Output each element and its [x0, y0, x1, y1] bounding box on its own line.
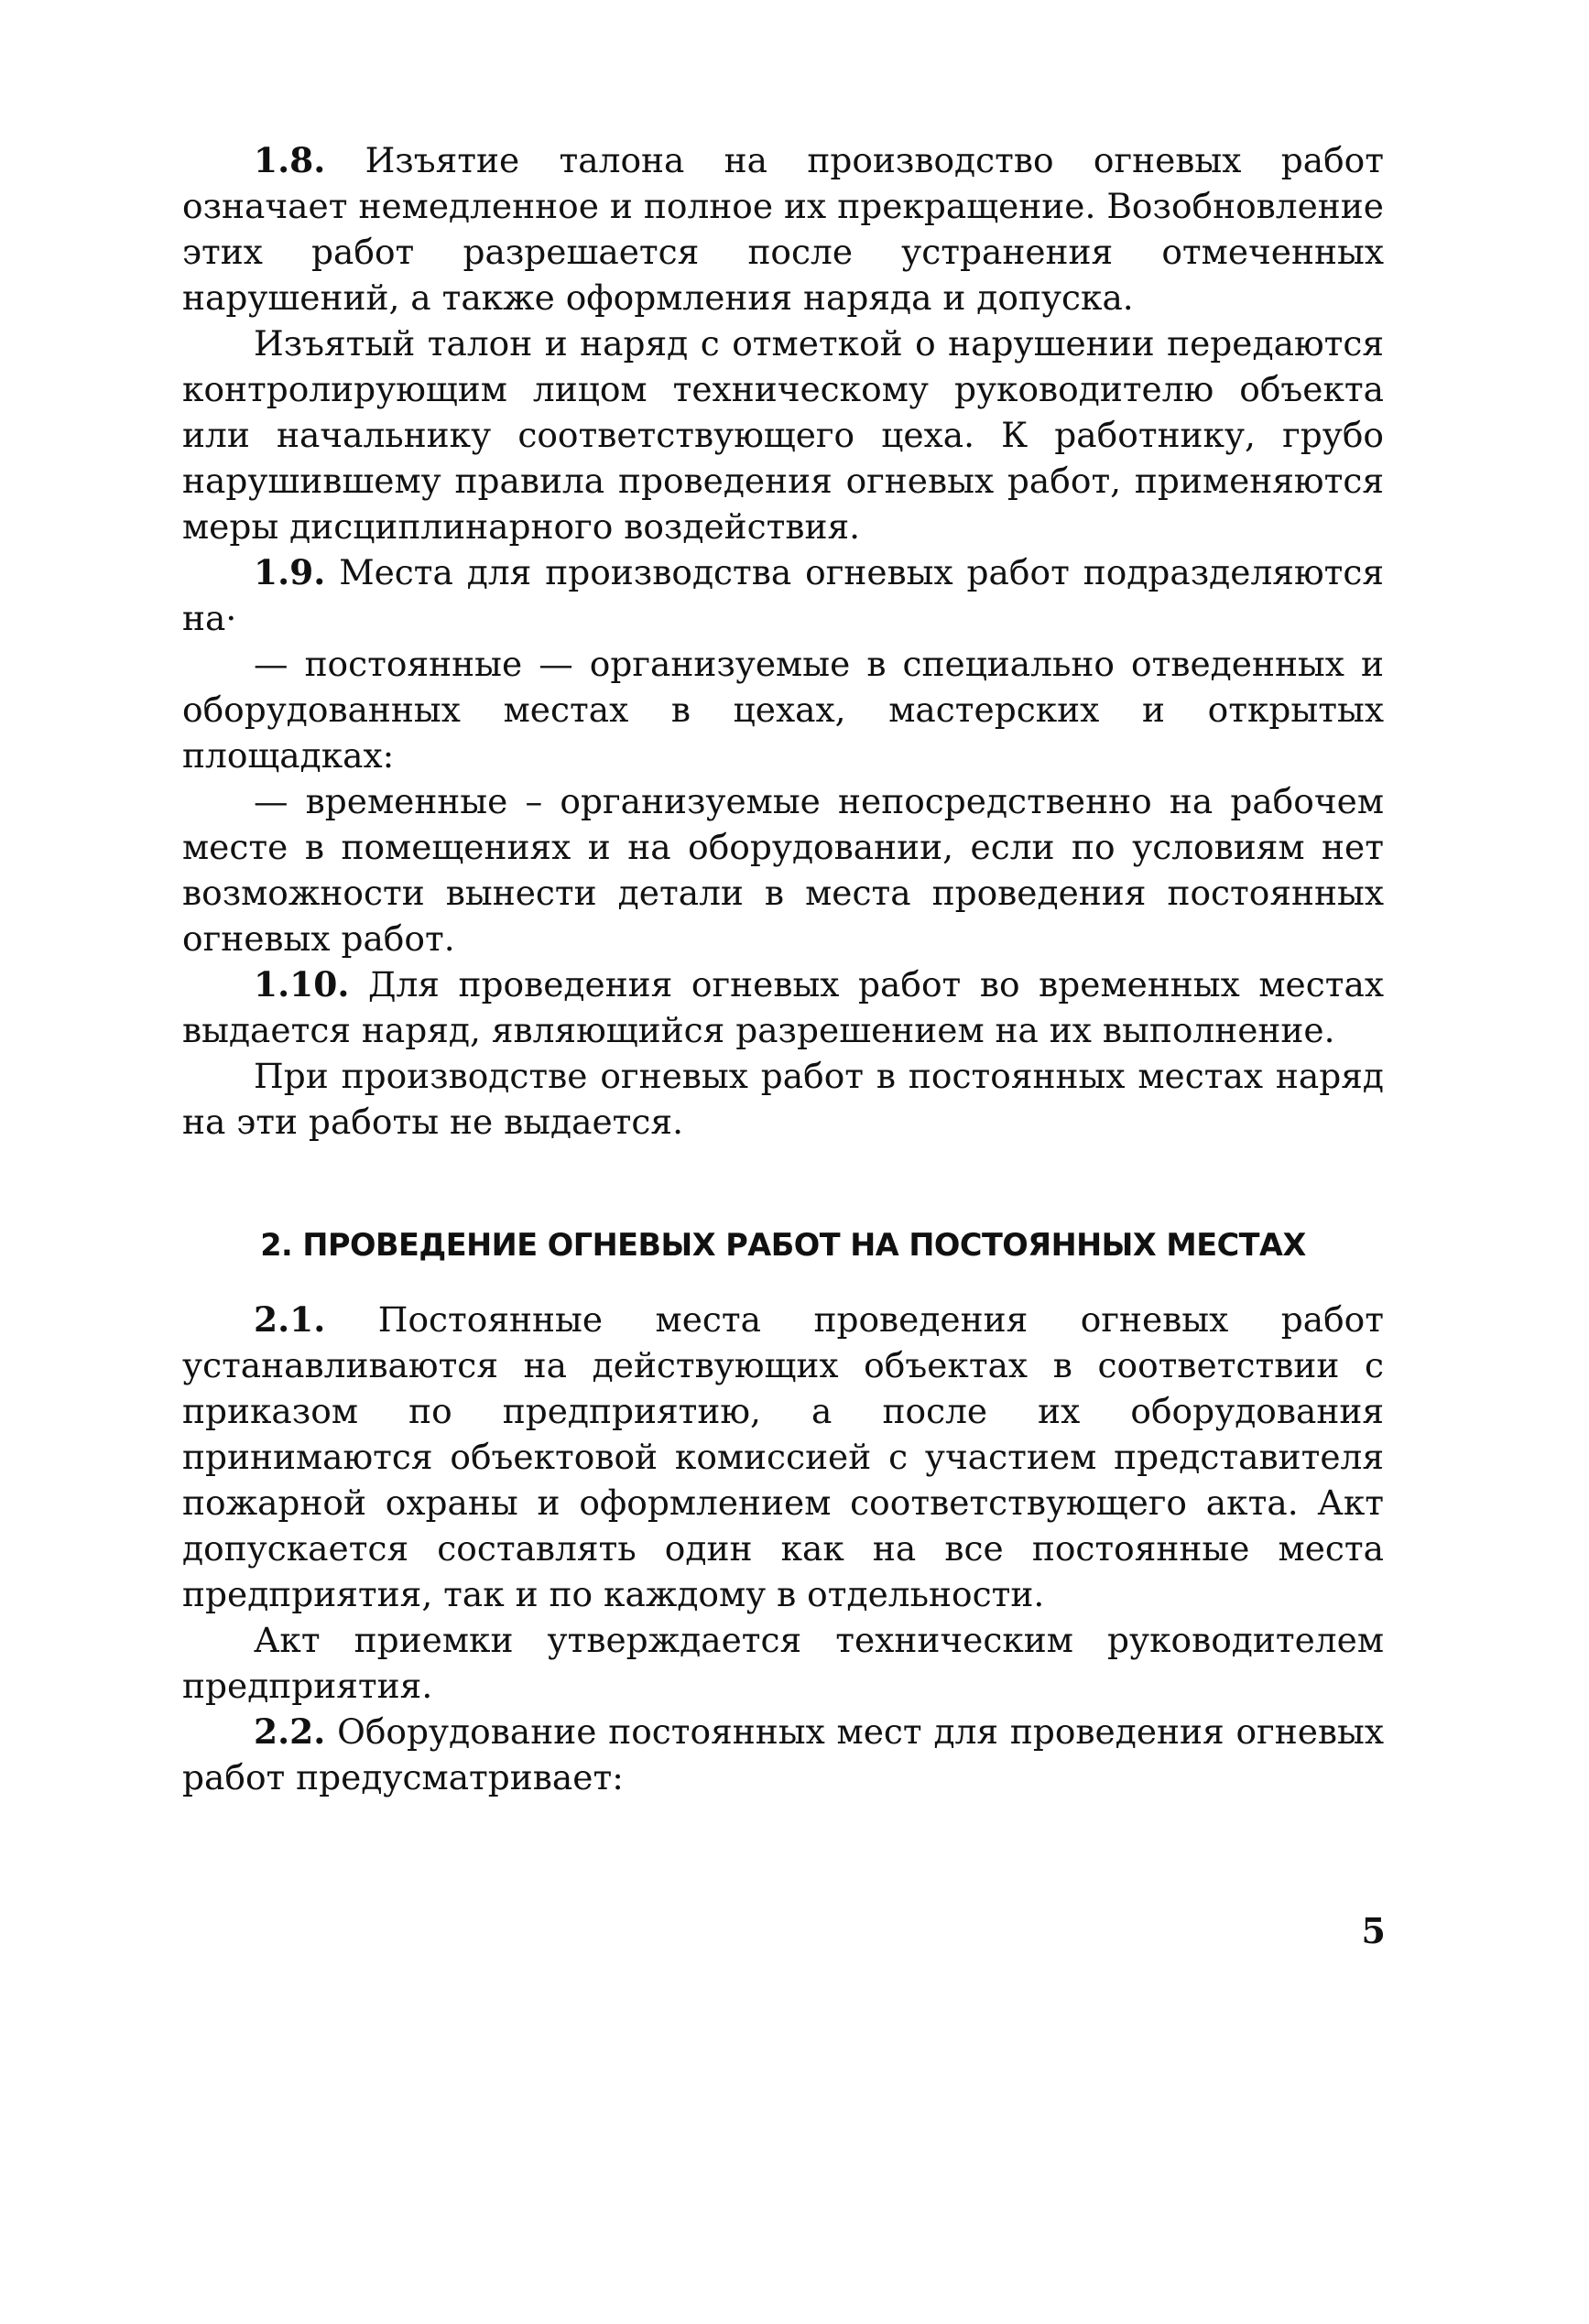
clause-number: 1.10. — [254, 964, 350, 1005]
clause-text: Для проведения огневых работ во временных местах выдается наряд, являющийся разрешением на их выполнение. — [182, 964, 1384, 1050]
clause-number: 2.1. — [254, 1299, 326, 1340]
clause-number: 1.8. — [254, 140, 326, 180]
paragraph-2-2 — [182, 1709, 1384, 1800]
page-body — [182, 137, 1384, 1800]
list-item-permanent: — постоянные — организуемые в специально отведенных и оборудованных местах в цехах, мастерских и открытых площадках: — [182, 644, 1384, 776]
section-2-heading: 2. ПРОВЕДЕНИЕ ОГНЕВЫХ РАБОТ НА ПОСТОЯННЫХ МЕСТАХ — [260, 1227, 1306, 1263]
clause-text: Оборудование постоянных мест для проведения огневых работ предусматривает: — [182, 1711, 1384, 1797]
clause-number: 2.2. — [254, 1711, 326, 1752]
paragraph-2-1-continuation: Акт приемки утверждается техническим руководителем предприятия. — [182, 1620, 1384, 1706]
list-item-temporary: — временные – организуемые непосредственно на рабочем месте в помещениях и на оборудовании, если по условиям нет возможности вынести детали в места проведения постоянных огневых работ. — [182, 781, 1384, 959]
paragraph-1-10-continuation: При производстве огневых работ в постоянных местах наряд на эти работы не выдается. — [182, 1056, 1384, 1142]
clause-text: Изъятие талона на производство огневых работ означает немедленное и полное их прекращение. Возобновление этих работ разрешается после устранения отмеченных нарушений, а также оформления наряда и допуска. — [182, 140, 1384, 318]
clause-text: Места для производства огневых работ подразделяются на· — [182, 552, 1384, 638]
clause-text: Постоянные места проведения огневых работ устанавливаются на действующих объектах в соответствии с приказом по предприятию, а после их оборудования принимаются объектовой комиссией с участием представителя пожарной охраны и оформлением соответствующего акта. Акт допускается составлять один как на все постоянные места предприятия, так и по каждому в отдельности. — [182, 1299, 1384, 1614]
clause-number: 1.9. — [254, 552, 326, 592]
paragraph-1-9 — [182, 549, 1384, 641]
paragraph-1-8 — [182, 137, 1384, 320]
paragraph-2-1 — [182, 1297, 1384, 1617]
paragraph-1-8-continuation: Изъятый талон и наряд с отметкой о нарушении передаются контролирующим лицом техническому руководителю объекта или начальнику соответствующего цеха. К работнику, грубо нарушившему правила проведения огневых работ, применяются меры дисциплинарного воздействия. — [182, 323, 1384, 547]
paragraph-1-10 — [182, 961, 1384, 1053]
page-number: 5 — [1361, 1910, 1386, 1951]
